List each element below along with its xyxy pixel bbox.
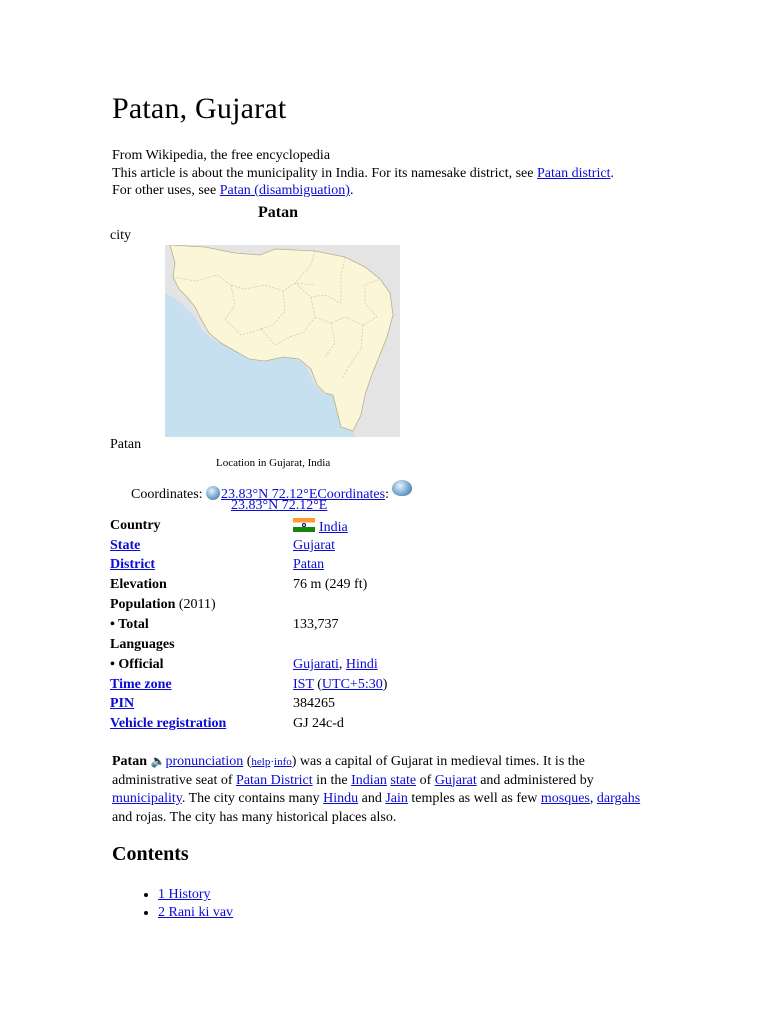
link-help[interactable]: help: [251, 756, 271, 768]
link-hindu[interactable]: Hindu: [323, 791, 359, 806]
text-fragment: of: [416, 772, 435, 788]
toc-item: [158, 886, 233, 904]
link-gujarat-state[interactable]: Gujarat: [293, 538, 335, 553]
hatnote-end: .: [610, 166, 614, 181]
hatnote-end: .: [349, 183, 354, 198]
link-india[interactable]: India: [319, 520, 348, 535]
india-flag-icon: [293, 518, 315, 532]
row-population-label: [110, 597, 216, 613]
globe-icon[interactable]: [392, 480, 412, 496]
text-fragment: in the: [312, 772, 352, 788]
row-total-value: 133,737: [293, 617, 339, 632]
hatnote-district: [112, 166, 614, 182]
link-mosques[interactable]: mosques: [540, 791, 590, 806]
text-fragment: ) was a capital of Gujarat in medieval times. It is the administrative seat of: [112, 754, 585, 788]
row-languages-label: Languages: [110, 637, 175, 652]
link-ist[interactable]: IST: [293, 677, 314, 692]
population-year: (2011): [175, 597, 216, 612]
row-official-label: • Official: [110, 657, 164, 672]
map-label: Patan: [110, 437, 142, 452]
text-fragment: temples as well as few: [407, 791, 541, 806]
page-title: Patan, Gujarat: [112, 92, 287, 125]
text-fragment: . The city contains many: [181, 791, 324, 806]
coordinates-link[interactable]: 23.83°N 72.12°ECoordinates: [221, 487, 386, 502]
link-patan-district[interactable]: Patan district: [536, 166, 611, 181]
row-total-label: • Total: [110, 617, 149, 632]
link-hindi[interactable]: Hindi: [345, 657, 378, 672]
link-gujarat[interactable]: Gujarat: [434, 772, 477, 788]
row-country-label: Country: [110, 518, 161, 533]
row-vehicle-value: GJ 24c-d: [293, 716, 344, 731]
link-state[interactable]: state: [390, 772, 417, 788]
bold-name: Patan: [112, 754, 147, 769]
gujarat-locator-map[interactable]: [165, 245, 400, 437]
toc-link-rani-ki-vav[interactable]: 2 Rani ki vav: [158, 905, 234, 920]
link-patan[interactable]: Patan: [293, 557, 325, 572]
row-timezone-value: [293, 677, 387, 693]
coordinates-line-2: [231, 498, 327, 514]
paren-open: (: [313, 677, 322, 692]
link-municipality[interactable]: municipality: [112, 791, 182, 806]
row-country-value: [293, 518, 348, 536]
row-state-label[interactable]: State: [110, 538, 141, 553]
toc-item: [158, 904, 233, 922]
link-patan-district-body[interactable]: Patan District: [236, 772, 313, 788]
link-pronunciation[interactable]: pronunciation: [165, 754, 244, 769]
link-jain[interactable]: Jain: [385, 791, 408, 806]
contents-heading: Contents: [112, 843, 189, 865]
text-fragment: ·: [270, 756, 275, 768]
map-caption: Location in Gujarat, India: [216, 457, 331, 469]
population-label: Population: [110, 597, 176, 612]
tagline: From Wikipedia, the free encyclopedia: [112, 148, 331, 163]
row-elevation-value: 76 m (249 ft): [293, 577, 368, 592]
text-fragment: and administered by: [476, 772, 594, 788]
row-vehicle-label[interactable]: Vehicle registration: [110, 716, 227, 731]
link-patan-disambiguation[interactable]: Patan (disambiguation): [219, 183, 350, 198]
paren-close: ): [382, 677, 388, 692]
row-official-value: [293, 657, 378, 673]
toc-link-history[interactable]: 1 History: [158, 887, 211, 902]
coordinates-label: Coordinates:: [131, 487, 207, 502]
coordinates-link-2[interactable]: 23.83°N 72.12°E: [231, 498, 328, 513]
intro-paragraph: [112, 752, 642, 827]
row-timezone-label[interactable]: Time zone: [110, 677, 172, 692]
hatnote-text: This article is about the municipality in India. For its namesake district, see: [112, 166, 537, 181]
text-fragment: and rojas. The city has many historical places also.: [112, 809, 397, 825]
row-elevation-label: Elevation: [110, 577, 167, 592]
text-fragment: and: [358, 791, 386, 806]
infobox-title: Patan: [258, 204, 298, 221]
infobox-type: city: [110, 228, 131, 243]
row-district-label[interactable]: District: [110, 557, 156, 572]
row-pin-label[interactable]: PIN: [110, 696, 135, 711]
hatnote-disambiguation: [112, 183, 353, 199]
row-pin-value: 384265: [293, 696, 335, 711]
link-indian[interactable]: Indian: [351, 772, 387, 788]
link-dargahs[interactable]: dargahs: [596, 791, 641, 806]
text-fragment: (: [243, 754, 252, 769]
globe-icon[interactable]: [206, 486, 220, 500]
speaker-icon[interactable]: 🔈: [150, 754, 166, 768]
table-of-contents: [120, 886, 233, 922]
hatnote-text: For other uses, see: [112, 183, 220, 198]
link-utc[interactable]: UTC+5:30: [321, 677, 383, 692]
link-gujarati[interactable]: Gujarati: [293, 657, 339, 672]
separator: ,: [338, 657, 346, 672]
coordinates-colon: :: [385, 487, 393, 502]
text-fragment: ,: [589, 791, 597, 806]
link-info[interactable]: info: [274, 756, 292, 768]
